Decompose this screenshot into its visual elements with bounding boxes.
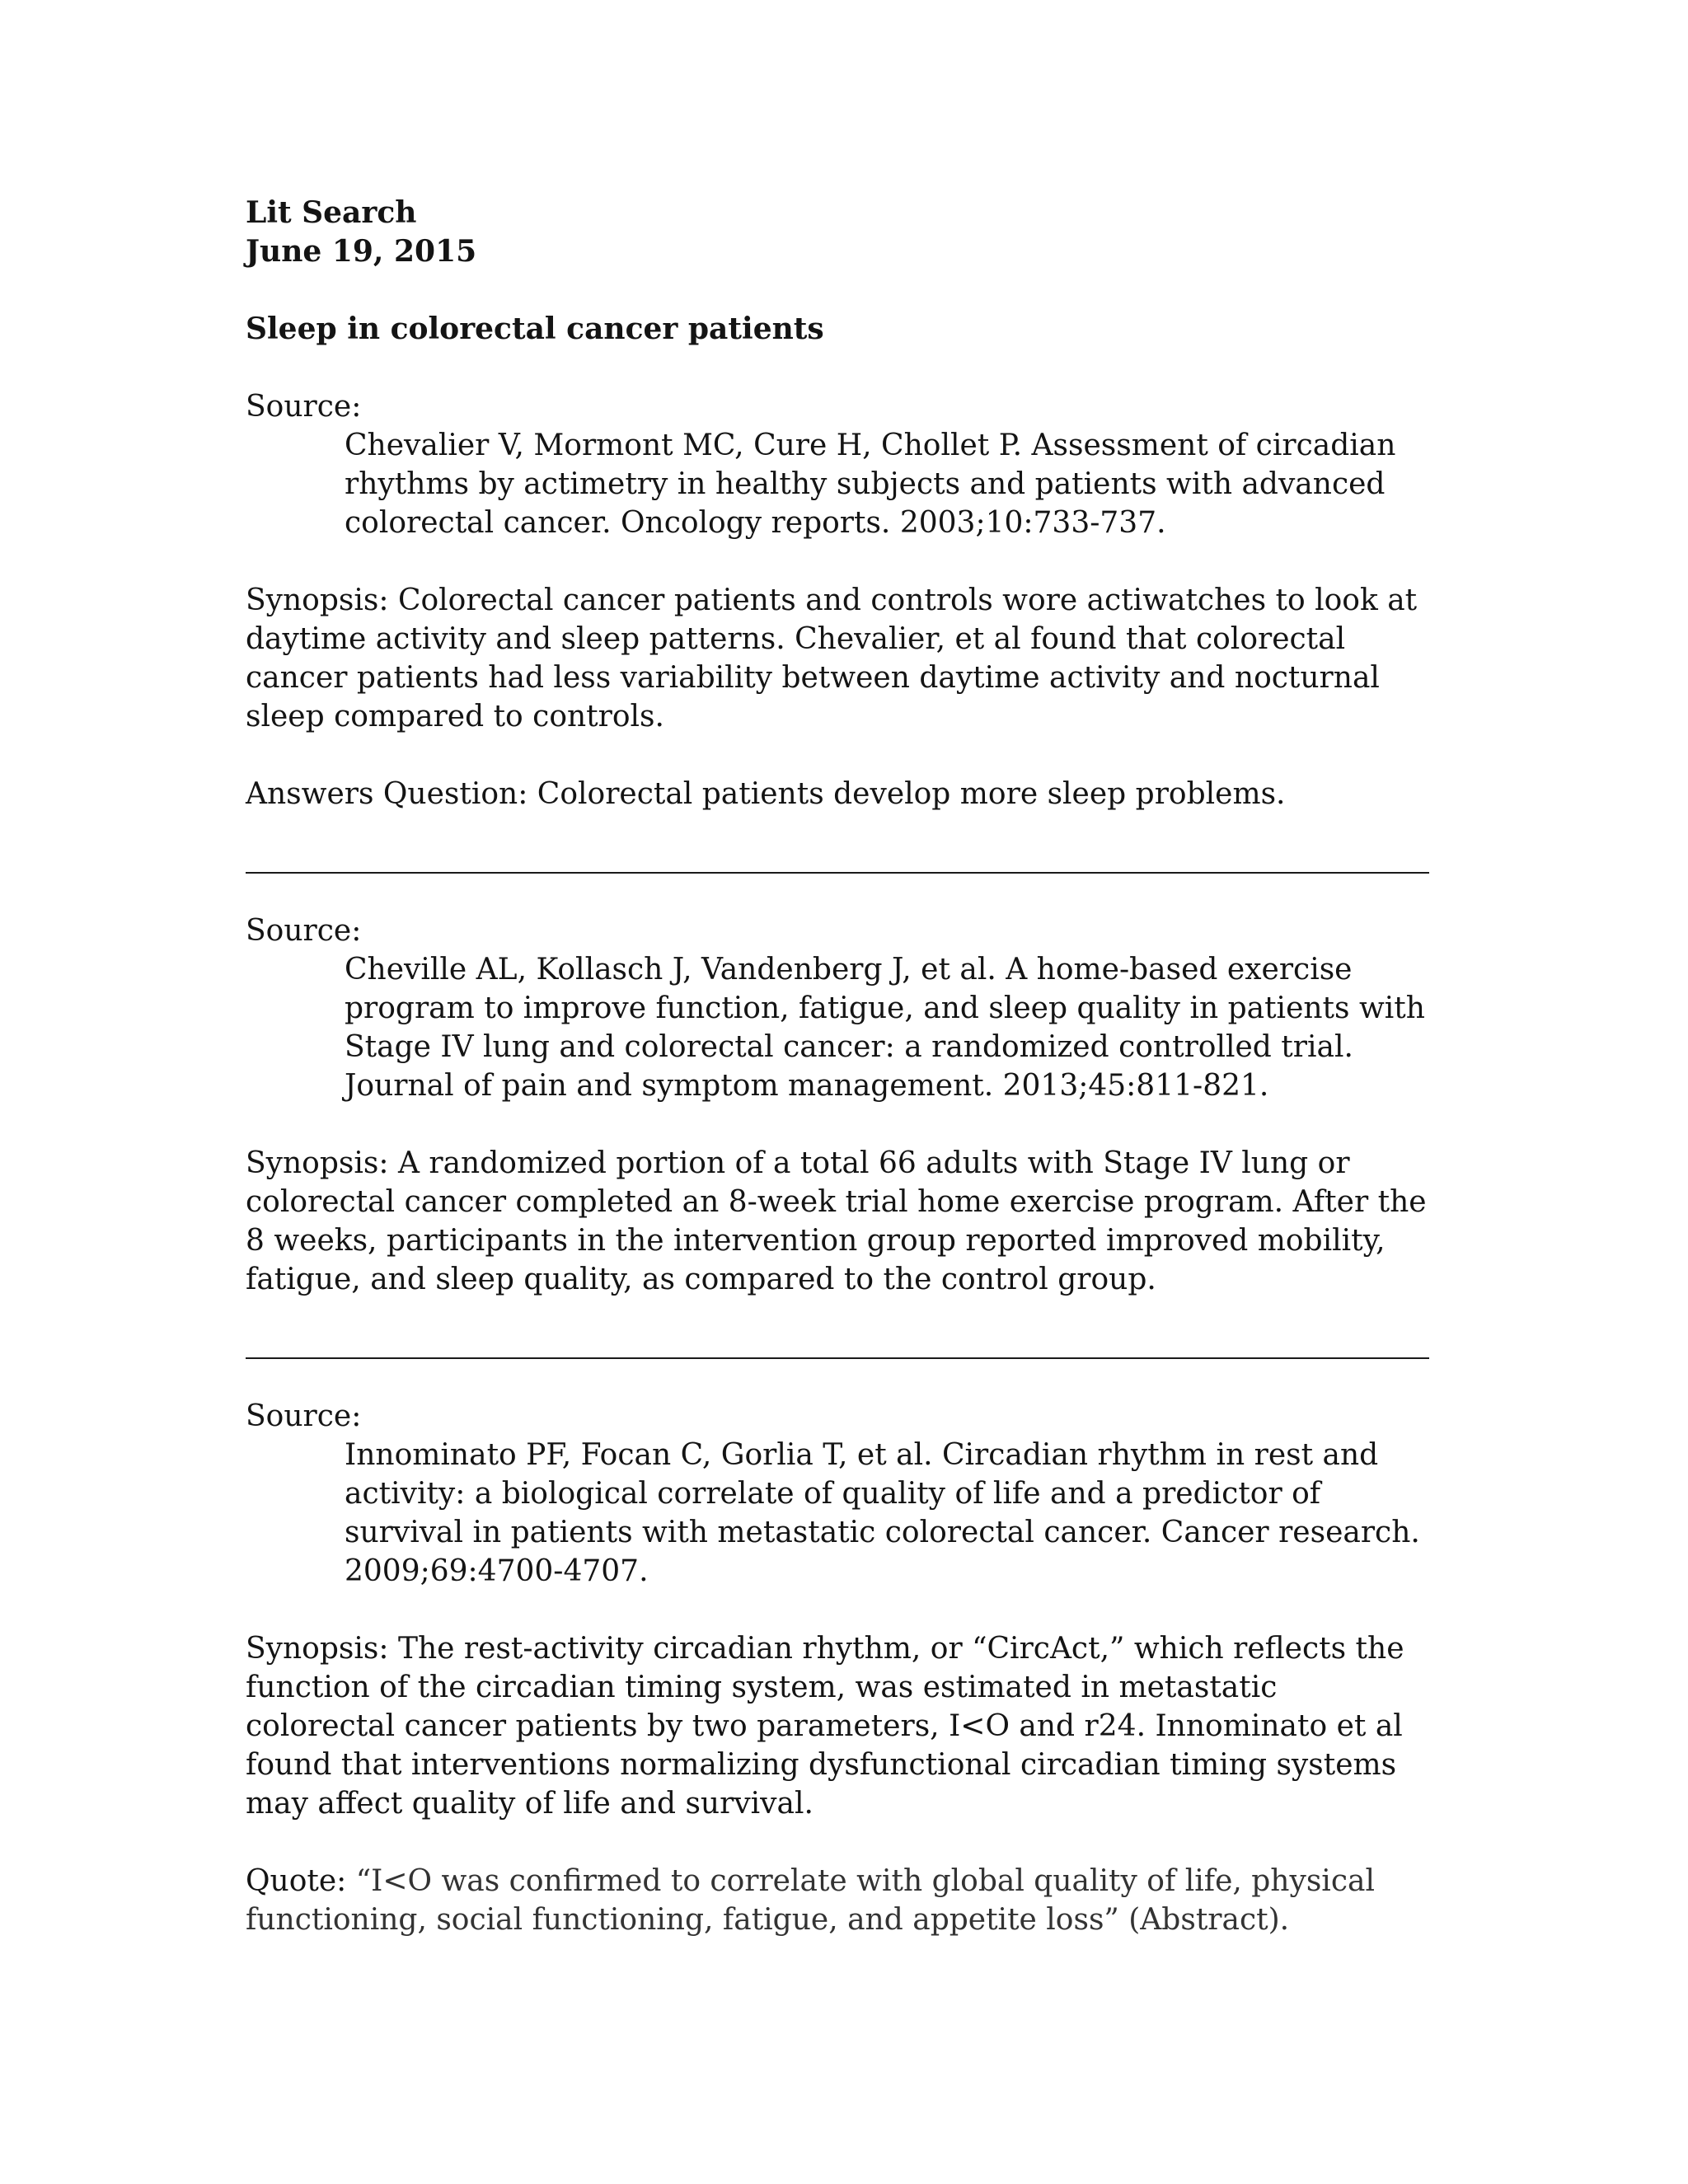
synopsis: Synopsis: The rest-activity circadian rhythm, or “CircAct,” which reflects the function of the circadian timing system, was estimated in metastatic colorectal cancer patients by two parameters, I<O and r24. Innominato et al found that interventions normalizing dysfunctional circadian timing systems may affect quality of life and survival.	[246, 1632, 1404, 1821]
page-title: Sleep in colorectal cancer patients	[246, 312, 824, 346]
section-divider	[246, 1357, 1429, 1359]
quote-text: “I<O was confirmed to correlate with global quality of life, physical functioning, social functioning, fatigue, and appetite loss” (Abstract).	[246, 1864, 1375, 1937]
document-page	[246, 194, 1432, 1939]
citation: Cheville AL, Kollasch J, Vandenberg J, et al. A home-based exercise program to improve function, fatigue, and sleep quality in patients with Stage IV lung and colorectal cancer: a randomized controlled trial. Journal of pain and symptom management. 2013;45:811-821.	[345, 953, 1425, 1103]
section-divider	[246, 872, 1429, 874]
doc-header-date: June 19, 2015	[246, 234, 477, 269]
synopsis: Synopsis: Colorectal cancer patients and controls wore actiwatches to look at daytime activity and sleep patterns. Chevalier, et al found that colorectal cancer patients had less variability between daytime activity and nocturnal sleep compared to controls.	[246, 583, 1418, 733]
quote-label: Quote:	[246, 1864, 347, 1898]
citation: Chevalier V, Mormont MC, Cure H, Chollet P. Assessment of circadian rhythms by actimetry in healthy subjects and patients with advanced colorectal cancer. Oncology reports. 2003;10:733-737.	[345, 429, 1396, 540]
synopsis: Synopsis: A randomized portion of a total 66 adults with Stage IV lung or colorectal cancer completed an 8-week trial home exercise program. After the 8 weeks, participants in the intervention group reported improved mobility, fatigue, and sleep quality, as compared to the control group.	[246, 1146, 1427, 1296]
source-label: Source:	[246, 1399, 362, 1433]
answers-question: Answers Question: Colorectal patients develop more sleep problems.	[246, 777, 1286, 811]
source-label: Source:	[246, 390, 362, 424]
citation: Innominato PF, Focan C, Gorlia T, et al. Circadian rhythm in rest and activity: a biological correlate of quality of life and a predictor of survival in patients with metastatic colorectal cancer. Cancer research. 2009;69:4700-4707.	[345, 1438, 1420, 1588]
entry-3	[246, 1397, 1432, 1939]
doc-header-title: Lit Search	[246, 195, 417, 230]
entry-2	[246, 912, 1432, 1299]
source-label: Source:	[246, 914, 362, 948]
entry-1	[246, 387, 1432, 813]
quote	[246, 1862, 1432, 1939]
